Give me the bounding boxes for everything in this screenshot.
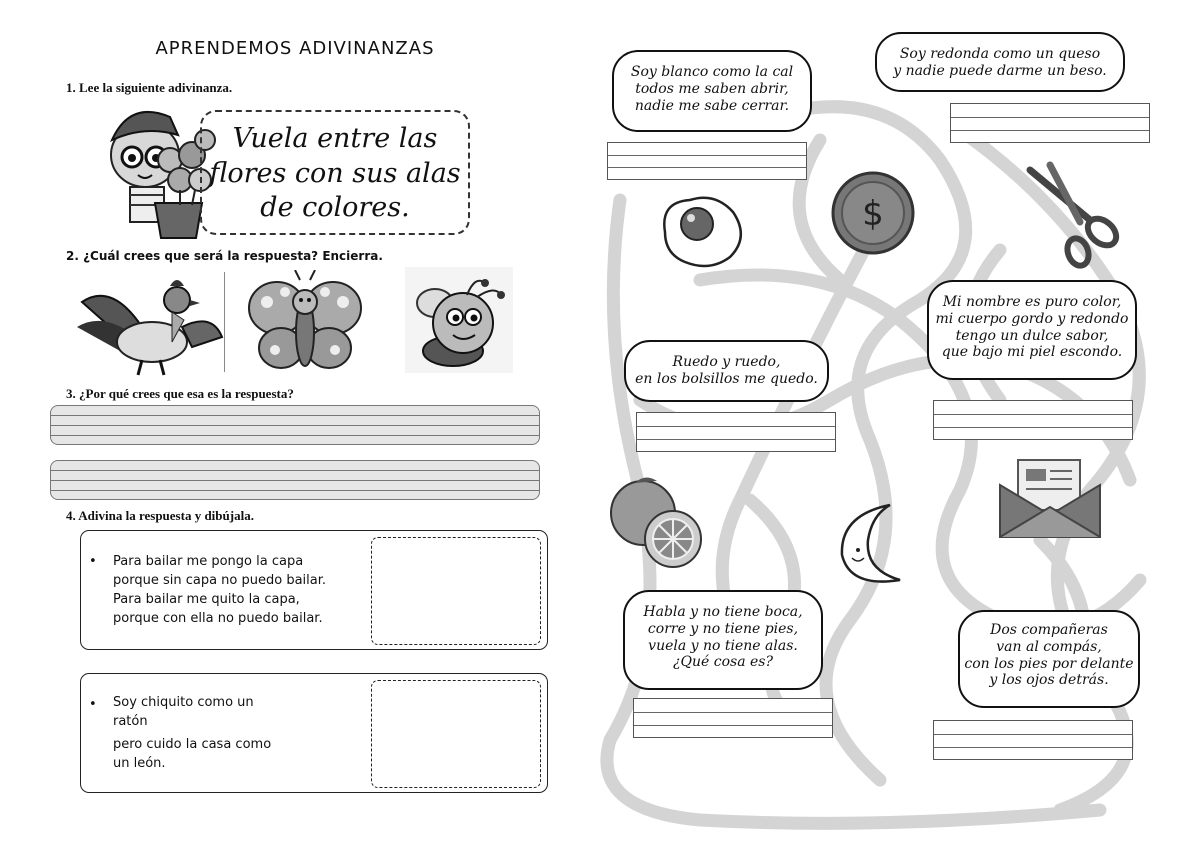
drawing-area[interactable] <box>371 680 541 788</box>
page-title: APRENDEMOS ADIVINANZAS <box>155 38 435 59</box>
bullet: • <box>89 554 97 569</box>
riddle-draw-box <box>80 530 548 650</box>
riddle-line: de colores. <box>260 192 410 224</box>
answer-lines[interactable] <box>950 103 1150 143</box>
riddle-bubble: Ruedo y ruedo, en los bolsillos me quedo. <box>624 340 829 402</box>
coin-icon <box>828 168 918 258</box>
riddle-bubble: Mi nombre es puro color, mi cuerpo gordo y redondo tengo un dulce sabor, que bajo mi piel escondo. <box>927 280 1137 380</box>
riddle-line: Vuela entre las <box>232 123 438 154</box>
question-2: 2. ¿Cuál crees que será la respuesta? Encierra. <box>66 249 383 263</box>
answer-lines[interactable] <box>933 720 1133 760</box>
answer-lines[interactable] <box>50 460 540 500</box>
divider <box>224 272 225 372</box>
riddle-line: flores con sus alas <box>209 157 461 189</box>
rooster-icon <box>72 272 227 377</box>
answer-lines[interactable] <box>633 698 833 738</box>
butterfly-icon <box>245 270 365 375</box>
moon-icon <box>830 500 920 590</box>
answer-lines[interactable] <box>933 400 1133 440</box>
question-1: 1. Lee la siguiente adivinanza. <box>66 80 233 95</box>
bee-icon <box>405 265 515 375</box>
riddle-bubble: Habla y no tiene boca, corre y no tiene pies, vuela y no tiene alas. ¿Qué cosa es? <box>623 590 823 690</box>
bullet: • <box>89 697 97 712</box>
question-3: 3. ¿Por qué crees que esa es la respuesta? <box>66 386 294 401</box>
riddle-draw-box <box>80 673 548 793</box>
riddle-text: Soy chiquito como un ratón pero cuido la casa como un león. <box>113 695 272 771</box>
answer-lines[interactable] <box>50 405 540 445</box>
envelope-letter-icon <box>998 455 1103 540</box>
scissors-icon <box>1020 160 1130 270</box>
riddle-box <box>200 110 470 235</box>
riddle-text: Para bailar me pongo la capa porque sin capa no puedo bailar. Para bailar me quito la capa, porque con ella no puedo bailar. <box>113 554 327 626</box>
question-4: 4. Adivina la respuesta y dibújala. <box>66 508 254 523</box>
drawing-area[interactable] <box>371 537 541 645</box>
answer-lines[interactable] <box>607 142 807 180</box>
riddle-bubble: Dos compañeras van al compás, con los pies por delante y los ojos detrás. <box>958 610 1140 708</box>
riddle-bubble: Soy blanco como la cal todos me saben abrir, nadie me sabe cerrar. <box>612 50 812 132</box>
riddle-bubble: Soy redonda como un queso y nadie puede darme un beso. <box>875 32 1125 92</box>
egg-icon <box>655 192 745 272</box>
answer-lines[interactable] <box>636 412 836 452</box>
orange-icon <box>605 473 705 573</box>
coin-symbol: $ <box>862 194 884 234</box>
